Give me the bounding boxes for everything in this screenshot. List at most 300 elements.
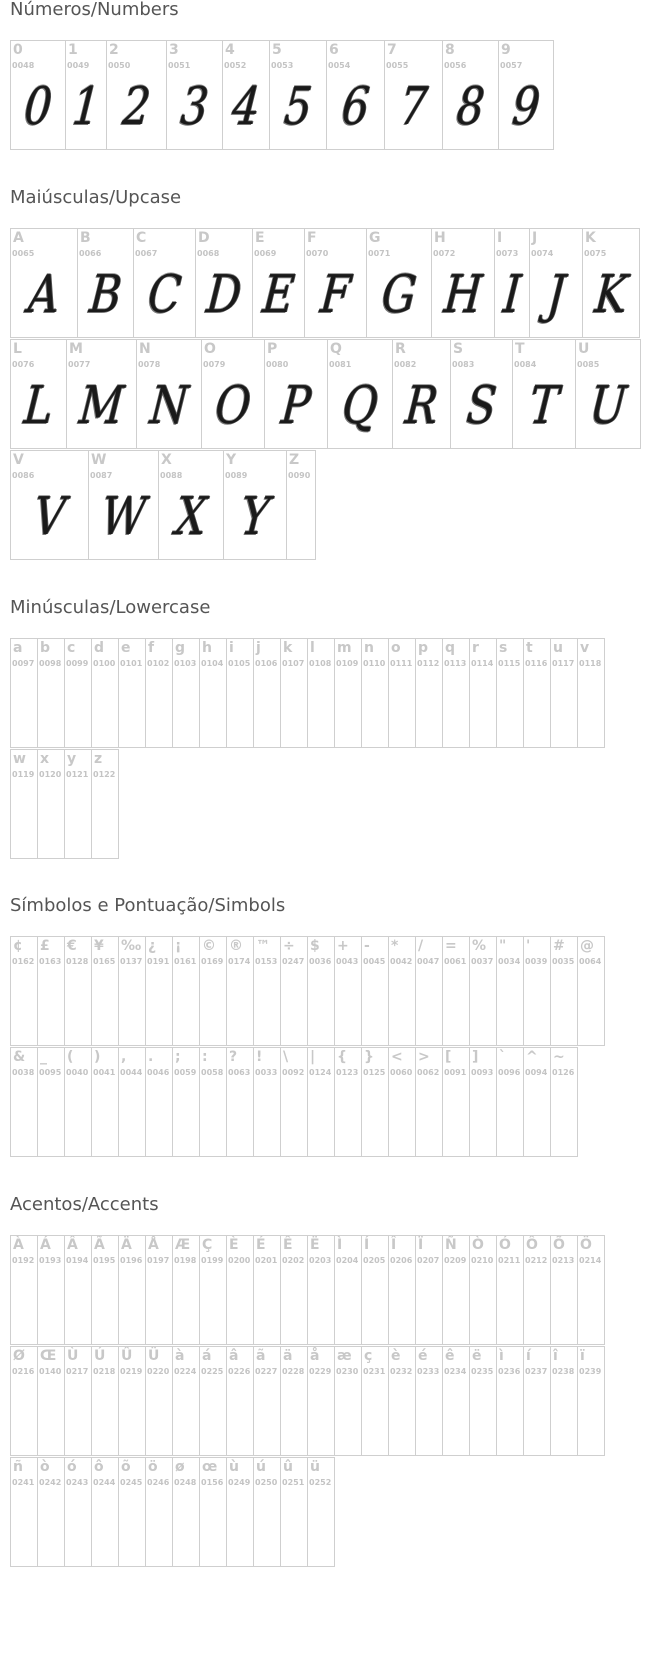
glyph-code-label: 0069 (254, 249, 277, 258)
glyph-cell (307, 936, 335, 1046)
glyph-char-label: û (283, 1459, 293, 1475)
grid-accents (10, 1235, 661, 1568)
glyph-cell (64, 749, 92, 859)
glyph-cell (91, 1457, 119, 1567)
glyph-cell (496, 1047, 524, 1157)
glyph-code-label: 0074 (531, 249, 554, 258)
glyph-code-label: 0082 (394, 360, 417, 369)
glyph-sample: K (592, 265, 630, 325)
glyph-cell (172, 1457, 200, 1567)
glyph-char-label: V (13, 452, 24, 468)
glyph-code-label: 0116 (525, 659, 548, 668)
glyph-cell (304, 228, 367, 338)
glyph-code-label: 0035 (552, 957, 575, 966)
glyph-char-label: £ (40, 938, 50, 954)
glyph-cell (118, 1457, 146, 1567)
section-title-upcase: Maiúsculas/Upcase (10, 187, 182, 208)
glyph-code-label: 0238 (552, 1367, 575, 1376)
glyph-code-label: 0213 (552, 1256, 575, 1265)
glyph-char-label: æ (337, 1348, 352, 1364)
glyph-char-label: Ç (202, 1237, 213, 1253)
glyph-cell (10, 1457, 38, 1567)
glyph-code-label: 0037 (471, 957, 494, 966)
glyph-cell (91, 638, 119, 748)
glyph-code-label: 0250 (255, 1478, 278, 1487)
glyph-sample: 7 (397, 77, 430, 137)
glyph-char-label: ô (94, 1459, 104, 1475)
glyph-sample: Y (238, 487, 272, 547)
glyph-char-label: Ã (94, 1237, 105, 1253)
glyph-char-label: í (526, 1348, 531, 1364)
glyph-code-label: 0248 (174, 1478, 197, 1487)
glyph-code-label: 0197 (147, 1256, 170, 1265)
glyph-code-label: 0098 (39, 659, 62, 668)
glyph-cell (106, 40, 167, 150)
glyph-code-label: 0079 (203, 360, 226, 369)
glyph-cell (37, 749, 65, 859)
glyph-code-label: 0153 (255, 957, 278, 966)
glyph-cell (334, 1346, 362, 1456)
grid-upcase (10, 228, 661, 561)
glyph-cell (512, 339, 576, 449)
glyph-code-label: 0099 (66, 659, 89, 668)
glyph-cell (37, 1346, 65, 1456)
glyph-char-label: 4 (225, 42, 235, 58)
glyph-char-label: A (13, 230, 24, 246)
glyph-cell (577, 1346, 605, 1456)
glyph-code-label: 0055 (386, 61, 409, 70)
glyph-cell (529, 228, 583, 338)
glyph-sample: D (204, 265, 244, 325)
glyph-char-label: K (585, 230, 596, 246)
glyph-code-label: 0034 (498, 957, 521, 966)
glyph-code-label: 0219 (120, 1367, 143, 1376)
glyph-cell (280, 1346, 308, 1456)
glyph-char-label: l (310, 640, 315, 656)
glyph-code-label: 0084 (514, 360, 537, 369)
glyph-cell (388, 638, 416, 748)
glyph-char-label: Å (148, 1237, 159, 1253)
glyph-cell (172, 1047, 200, 1157)
glyph-char-label: ? (229, 1049, 238, 1065)
glyph-cell (91, 1047, 119, 1157)
glyph-code-label: 0214 (579, 1256, 602, 1265)
glyph-code-label: 0236 (498, 1367, 521, 1376)
glyph-code-label: 0242 (39, 1478, 62, 1487)
glyph-char-label: Œ (40, 1348, 57, 1364)
glyph-code-label: 0073 (496, 249, 519, 258)
glyph-char-label: Æ (175, 1237, 191, 1253)
glyph-code-label: 0092 (282, 1068, 305, 1077)
glyph-sample: O (212, 376, 254, 436)
glyph-sample: E (260, 265, 297, 325)
glyph-cell (388, 1346, 416, 1456)
glyph-code-label: 0045 (363, 957, 386, 966)
glyph-char-label: ~ (553, 1049, 565, 1065)
glyph-cell (145, 1235, 173, 1345)
glyph-char-label: Õ (553, 1237, 565, 1253)
glyph-cell (307, 638, 335, 748)
glyph-cell (523, 936, 551, 1046)
glyph-code-label: 0112 (417, 659, 440, 668)
glyph-char-label: @ (580, 938, 594, 954)
glyph-char-label: Û (121, 1348, 133, 1364)
glyph-code-label: 0066 (79, 249, 102, 258)
glyph-sample: 0 (21, 77, 55, 137)
glyph-code-label: 0137 (120, 957, 143, 966)
glyph-code-label: 0201 (255, 1256, 278, 1265)
glyph-code-label: 0165 (93, 957, 116, 966)
glyph-code-label: 0109 (336, 659, 359, 668)
glyph-code-label: 0191 (147, 957, 170, 966)
glyph-char-label: r (472, 640, 479, 656)
glyph-code-label: 0156 (201, 1478, 224, 1487)
glyph-cell (334, 638, 362, 748)
glyph-cell (37, 1457, 65, 1567)
glyph-code-label: 0220 (147, 1367, 170, 1376)
glyph-sample: M (77, 376, 126, 436)
glyph-cell (253, 936, 281, 1046)
glyph-char-label: 0 (13, 42, 23, 58)
glyph-code-label: 0241 (12, 1478, 35, 1487)
glyph-cell (577, 1235, 605, 1345)
glyph-code-label: 0091 (444, 1068, 467, 1077)
glyph-row (10, 450, 661, 561)
glyph-char-label: ö (148, 1459, 158, 1475)
glyph-code-label: 0072 (433, 249, 456, 258)
glyph-sample: F (318, 265, 353, 325)
glyph-cell (388, 1047, 416, 1157)
glyph-char-label: c (67, 640, 76, 656)
glyph-char-label: v (580, 640, 590, 656)
glyph-char-label: À (13, 1237, 24, 1253)
glyph-cell (172, 1235, 200, 1345)
glyph-cell (37, 638, 65, 748)
glyph-code-label: 0126 (552, 1068, 575, 1077)
glyph-cell (253, 1047, 281, 1157)
glyph-char-label: > (418, 1049, 430, 1065)
glyph-char-label: ¢ (13, 938, 23, 954)
glyph-sample: P (279, 376, 313, 436)
glyph-sample: W (98, 487, 148, 547)
glyph-code-label: 0140 (39, 1367, 62, 1376)
glyph-cell (415, 1346, 443, 1456)
glyph-char-label: ï (580, 1348, 585, 1364)
glyph-char-label: + (337, 938, 349, 954)
glyph-char-label: è (391, 1348, 401, 1364)
glyph-code-label: 0090 (288, 471, 311, 480)
glyph-cell (252, 228, 305, 338)
glyph-char-label: u (553, 640, 563, 656)
glyph-code-label: 0251 (282, 1478, 305, 1487)
glyph-sample: 8 (454, 77, 487, 137)
glyph-char-label: Ô (526, 1237, 538, 1253)
glyph-code-label: 0095 (39, 1068, 62, 1077)
glyph-cell (64, 1457, 92, 1567)
glyph-char-label: I (497, 230, 503, 246)
glyph-code-label: 0040 (66, 1068, 89, 1077)
glyph-cell (253, 638, 281, 748)
glyph-cell (88, 450, 159, 560)
glyph-char-label: È (229, 1237, 239, 1253)
glyph-cell (280, 1047, 308, 1157)
glyph-row (10, 749, 661, 860)
glyph-cell (280, 1457, 308, 1567)
glyph-cell (334, 1047, 362, 1157)
glyph-char-label: ê (445, 1348, 455, 1364)
glyph-cell (307, 1457, 335, 1567)
glyph-char-label: g (175, 640, 186, 656)
glyph-cell (118, 1346, 146, 1456)
section-title-numbers: Números/Numbers (10, 0, 179, 20)
glyph-char-label: á (202, 1348, 212, 1364)
glyph-code-label: 0081 (329, 360, 352, 369)
glyph-code-label: 0107 (282, 659, 305, 668)
glyph-cell (118, 1235, 146, 1345)
glyph-cell (550, 1346, 578, 1456)
glyph-char-label: Ü (148, 1348, 160, 1364)
glyph-cell (550, 638, 578, 748)
glyph-char-label: Y (226, 452, 237, 468)
glyph-code-label: 0114 (471, 659, 494, 668)
glyph-char-label: 3 (169, 42, 179, 58)
glyph-code-label: 0229 (309, 1367, 332, 1376)
glyph-code-label: 0080 (266, 360, 289, 369)
glyph-char-label: : (202, 1049, 208, 1065)
glyph-code-label: 0162 (12, 957, 35, 966)
glyph-code-label: 0200 (228, 1256, 251, 1265)
glyph-code-label: 0104 (201, 659, 224, 668)
glyph-code-label: 0065 (12, 249, 35, 258)
glyph-cell (10, 1235, 38, 1345)
glyph-cell (327, 339, 393, 449)
glyph-char-label: Ï (418, 1237, 424, 1253)
glyph-char-label: E (255, 230, 265, 246)
glyph-char-label: ä (283, 1348, 293, 1364)
glyph-cell (388, 936, 416, 1046)
glyph-cell (65, 40, 107, 150)
glyph-char-label: - (364, 938, 370, 954)
glyph-char-label: 8 (445, 42, 455, 58)
glyph-char-label: ® (229, 938, 243, 954)
glyph-char-label: Î (391, 1237, 397, 1253)
glyph-char-label: e (121, 640, 131, 656)
glyph-char-label: C (136, 230, 147, 246)
glyph-code-label: 0198 (174, 1256, 197, 1265)
glyph-cell (496, 1235, 524, 1345)
glyph-code-label: 0125 (363, 1068, 386, 1077)
glyph-code-label: 0038 (12, 1068, 35, 1077)
glyph-code-label: 0239 (579, 1367, 602, 1376)
glyph-cell (145, 1457, 173, 1567)
glyph-cell (253, 1346, 281, 1456)
glyph-char-label: q (445, 640, 456, 656)
glyph-cell (269, 40, 327, 150)
glyph-code-label: 0110 (363, 659, 386, 668)
glyph-cell (91, 936, 119, 1046)
glyph-sample: 5 (281, 77, 315, 137)
glyph-code-label: 0193 (39, 1256, 62, 1265)
glyph-char-label: { (337, 1049, 347, 1065)
glyph-code-label: 0243 (66, 1478, 89, 1487)
glyph-char-label: é (418, 1348, 428, 1364)
glyph-code-label: 0089 (225, 471, 248, 480)
glyph-cell (286, 450, 316, 560)
glyph-code-label: 0115 (498, 659, 521, 668)
glyph-char-label: J (532, 230, 538, 246)
glyph-cell (326, 40, 385, 150)
glyph-sample: 9 (509, 77, 543, 137)
glyph-code-label: 0209 (444, 1256, 467, 1265)
glyph-cell (442, 1047, 470, 1157)
glyph-code-label: 0050 (108, 61, 131, 70)
section-title-accents: Acentos/Accents (10, 1194, 159, 1215)
glyph-char-label: ™ (256, 938, 270, 954)
glyph-cell (172, 1346, 200, 1456)
glyph-char-label: M (69, 341, 83, 357)
glyph-code-label: 0047 (417, 957, 440, 966)
glyph-code-label: 0121 (66, 770, 89, 779)
glyph-cell (494, 228, 530, 338)
glyph-cell (10, 936, 38, 1046)
glyph-code-label: 0117 (552, 659, 575, 668)
glyph-cell (166, 40, 223, 150)
glyph-char-label: z (94, 751, 103, 767)
glyph-cell (384, 40, 443, 150)
glyph-code-label: 0211 (498, 1256, 521, 1265)
glyph-cell (10, 450, 89, 560)
glyph-code-label: 0070 (306, 249, 329, 258)
glyph-code-label: 0052 (224, 61, 247, 70)
glyph-char-label: \ (283, 1049, 289, 1065)
glyph-code-label: 0036 (309, 957, 332, 966)
glyph-char-label: $ (310, 938, 320, 954)
glyph-cell (415, 936, 443, 1046)
glyph-cell (199, 1235, 227, 1345)
glyph-code-label: 0234 (444, 1367, 467, 1376)
glyph-code-label: 0105 (228, 659, 251, 668)
glyph-code-label: 0087 (90, 471, 113, 480)
glyph-cell (172, 936, 200, 1046)
glyph-cell (133, 228, 196, 338)
glyph-cell (158, 450, 224, 560)
glyph-code-label: 0058 (201, 1068, 224, 1077)
glyph-char-label: 6 (329, 42, 339, 58)
glyph-cell (523, 638, 551, 748)
glyph-cell (91, 749, 119, 859)
glyph-char-label: R (395, 341, 406, 357)
glyph-char-label: 1 (68, 42, 78, 58)
glyph-char-label: 9 (501, 42, 511, 58)
glyph-code-label: 0249 (228, 1478, 251, 1487)
glyph-code-label: 0094 (525, 1068, 548, 1077)
glyph-char-label: , (121, 1049, 127, 1065)
glyph-cell (37, 1235, 65, 1345)
glyph-sample: R (402, 376, 441, 436)
glyph-sample: 3 (178, 77, 211, 137)
glyph-char-label: ( (67, 1049, 74, 1065)
glyph-char-label: | (310, 1049, 316, 1065)
glyph-sample: H (441, 265, 485, 325)
glyph-code-label: 0252 (309, 1478, 332, 1487)
glyph-sample: U (587, 376, 629, 436)
glyph-char-label: * (391, 938, 399, 954)
glyph-cell (366, 228, 432, 338)
glyph-row (10, 1235, 661, 1346)
glyph-char-label: Ë (310, 1237, 320, 1253)
glyph-code-label: 0067 (135, 249, 158, 258)
glyph-code-label: 0195 (93, 1256, 116, 1265)
glyph-code-label: 0068 (197, 249, 220, 258)
glyph-code-label: 0054 (328, 61, 351, 70)
glyph-char-label: h (202, 640, 212, 656)
glyph-cell (550, 1047, 578, 1157)
glyph-char-label: ñ (13, 1459, 23, 1475)
glyph-code-label: 0043 (336, 957, 359, 966)
glyph-cell (37, 1047, 65, 1157)
glyph-cell (226, 936, 254, 1046)
glyph-code-label: 0163 (39, 957, 62, 966)
glyph-char-label: ÷ (283, 938, 295, 954)
glyph-cell (469, 936, 497, 1046)
glyph-code-label: 0077 (68, 360, 91, 369)
glyph-cell (582, 228, 640, 338)
glyph-code-label: 0202 (282, 1256, 305, 1265)
glyph-row (10, 228, 661, 339)
glyph-cell (199, 1346, 227, 1456)
glyph-cell (264, 339, 328, 449)
glyph-char-label: 2 (109, 42, 119, 58)
glyph-char-label: k (283, 640, 293, 656)
glyph-char-label: â (229, 1348, 239, 1364)
glyph-char-label: ó (67, 1459, 77, 1475)
glyph-cell (442, 1235, 470, 1345)
glyph-cell (199, 1047, 227, 1157)
glyph-code-label: 0057 (500, 61, 523, 70)
glyph-code-label: 0199 (201, 1256, 224, 1265)
glyph-cell (253, 1457, 281, 1567)
glyph-char-label: ò (40, 1459, 50, 1475)
glyph-sample: G (379, 265, 419, 325)
glyph-cell (469, 1346, 497, 1456)
glyph-char-label: 5 (272, 42, 282, 58)
glyph-code-label: 0161 (174, 957, 197, 966)
glyph-char-label: ç (364, 1348, 373, 1364)
glyph-code-label: 0244 (93, 1478, 116, 1487)
glyph-cell (226, 1235, 254, 1345)
glyph-cell (145, 638, 173, 748)
glyph-char-label: Ê (283, 1237, 293, 1253)
glyph-char-label: n (364, 640, 374, 656)
glyph-cell (498, 40, 554, 150)
glyph-cell (37, 936, 65, 1046)
glyph-char-label: w (13, 751, 26, 767)
glyph-char-label: Ò (472, 1237, 484, 1253)
glyph-cell (469, 638, 497, 748)
glyph-code-label: 0062 (417, 1068, 440, 1077)
glyph-sample: B (87, 265, 124, 325)
glyph-cell (431, 228, 495, 338)
glyph-cell (307, 1047, 335, 1157)
glyph-sample: L (21, 376, 56, 436)
glyph-code-label: 0088 (160, 471, 183, 480)
glyph-code-label: 0246 (147, 1478, 170, 1487)
glyph-code-label: 0108 (309, 659, 332, 668)
glyph-code-label: 0101 (120, 659, 143, 668)
glyph-cell (307, 1346, 335, 1456)
glyph-code-label: 0235 (471, 1367, 494, 1376)
glyph-char-label: Ó (499, 1237, 511, 1253)
